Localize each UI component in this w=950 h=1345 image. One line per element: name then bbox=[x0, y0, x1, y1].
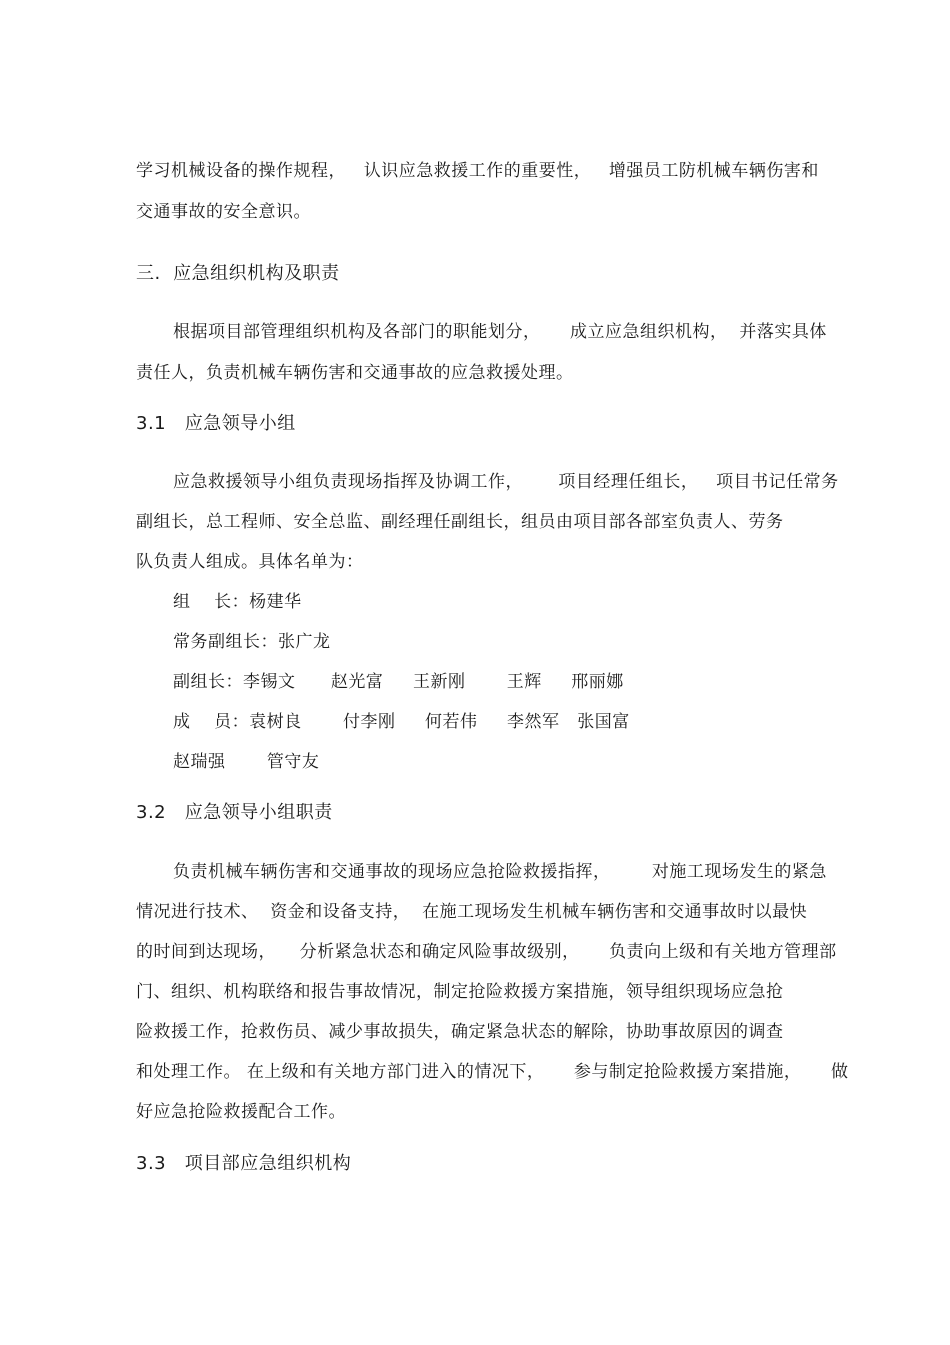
section-3-1-para-line-3: 队负责人组成。具体名单为： bbox=[136, 552, 364, 572]
member-deputies: 副组长：李锡文 赵光富 王新刚 王辉 邢丽娜 bbox=[173, 672, 624, 692]
section-3-para-line-2: 责任人，负责机械车辆伤害和交通事故的应急救援处理。 bbox=[136, 363, 574, 383]
section-3-2-line-6: 和处理工作。 在上级和有关地方部门进入的情况下， 参与制定抢险救援方案措施， 做 bbox=[136, 1062, 849, 1082]
section-3-2-line-2: 情况进行技术、 资金和设备支持， 在施工现场发生机械车辆伤害和交通事故时以最快 bbox=[136, 902, 808, 922]
section-3-2-line-4: 门、组织、机构联络和报告事故情况，制定抢险救援方案措施，领导组织现场应急抢 bbox=[136, 982, 784, 1002]
member-members-cont: 赵瑞强 管守友 bbox=[173, 752, 320, 772]
section-3-para-line-1: 根据项目部管理组织机构及各部门的职能划分， 成立应急组织机构， 并落实具体 bbox=[173, 322, 827, 342]
section-3-2-heading: 3.2 应急领导小组职责 bbox=[136, 802, 333, 823]
member-leader: 组 长：杨建华 bbox=[173, 592, 302, 612]
section-3-2-line-3: 的时间到达现场， 分析紧急状态和确定风险事故级别， 负责向上级和有关地方管理部 bbox=[136, 942, 837, 962]
member-members: 成 员：袁树良 付李刚 何若伟 李然军 张国富 bbox=[173, 712, 630, 732]
section-3-2-line-1: 负责机械车辆伤害和交通事故的现场应急抢险救援指挥， 对施工现场发生的紧急 bbox=[173, 862, 827, 882]
section-3-2-line-7: 好应急抢险救援配合工作。 bbox=[136, 1102, 346, 1122]
section-3-3-heading: 3.3 项目部应急组织机构 bbox=[136, 1153, 352, 1174]
section-3-2-line-5: 险救援工作，抢救伤员、减少事故损失，确定紧急状态的解除，协助事故原因的调查 bbox=[136, 1022, 784, 1042]
intro-line-1: 学习机械设备的操作规程， 认识应急救援工作的重要性， 增强员工防机械车辆伤害和 bbox=[136, 161, 819, 181]
section-3-1-para-line-1: 应急救援领导小组负责现场指挥及协调工作， 项目经理任组长， 项目书记任常务 bbox=[173, 472, 839, 492]
member-exec-deputy: 常务副组长：张广龙 bbox=[173, 632, 331, 652]
section-3-heading: 三. 应急组织机构及职责 bbox=[136, 263, 340, 284]
section-3-1-para-line-2: 副组长，总工程师、安全总监、副经理任副组长，组员由项目部各部室负责人、劳务 bbox=[136, 512, 784, 532]
section-3-1-heading: 3.1 应急领导小组 bbox=[136, 413, 296, 434]
intro-line-2: 交通事故的安全意识。 bbox=[136, 202, 311, 222]
